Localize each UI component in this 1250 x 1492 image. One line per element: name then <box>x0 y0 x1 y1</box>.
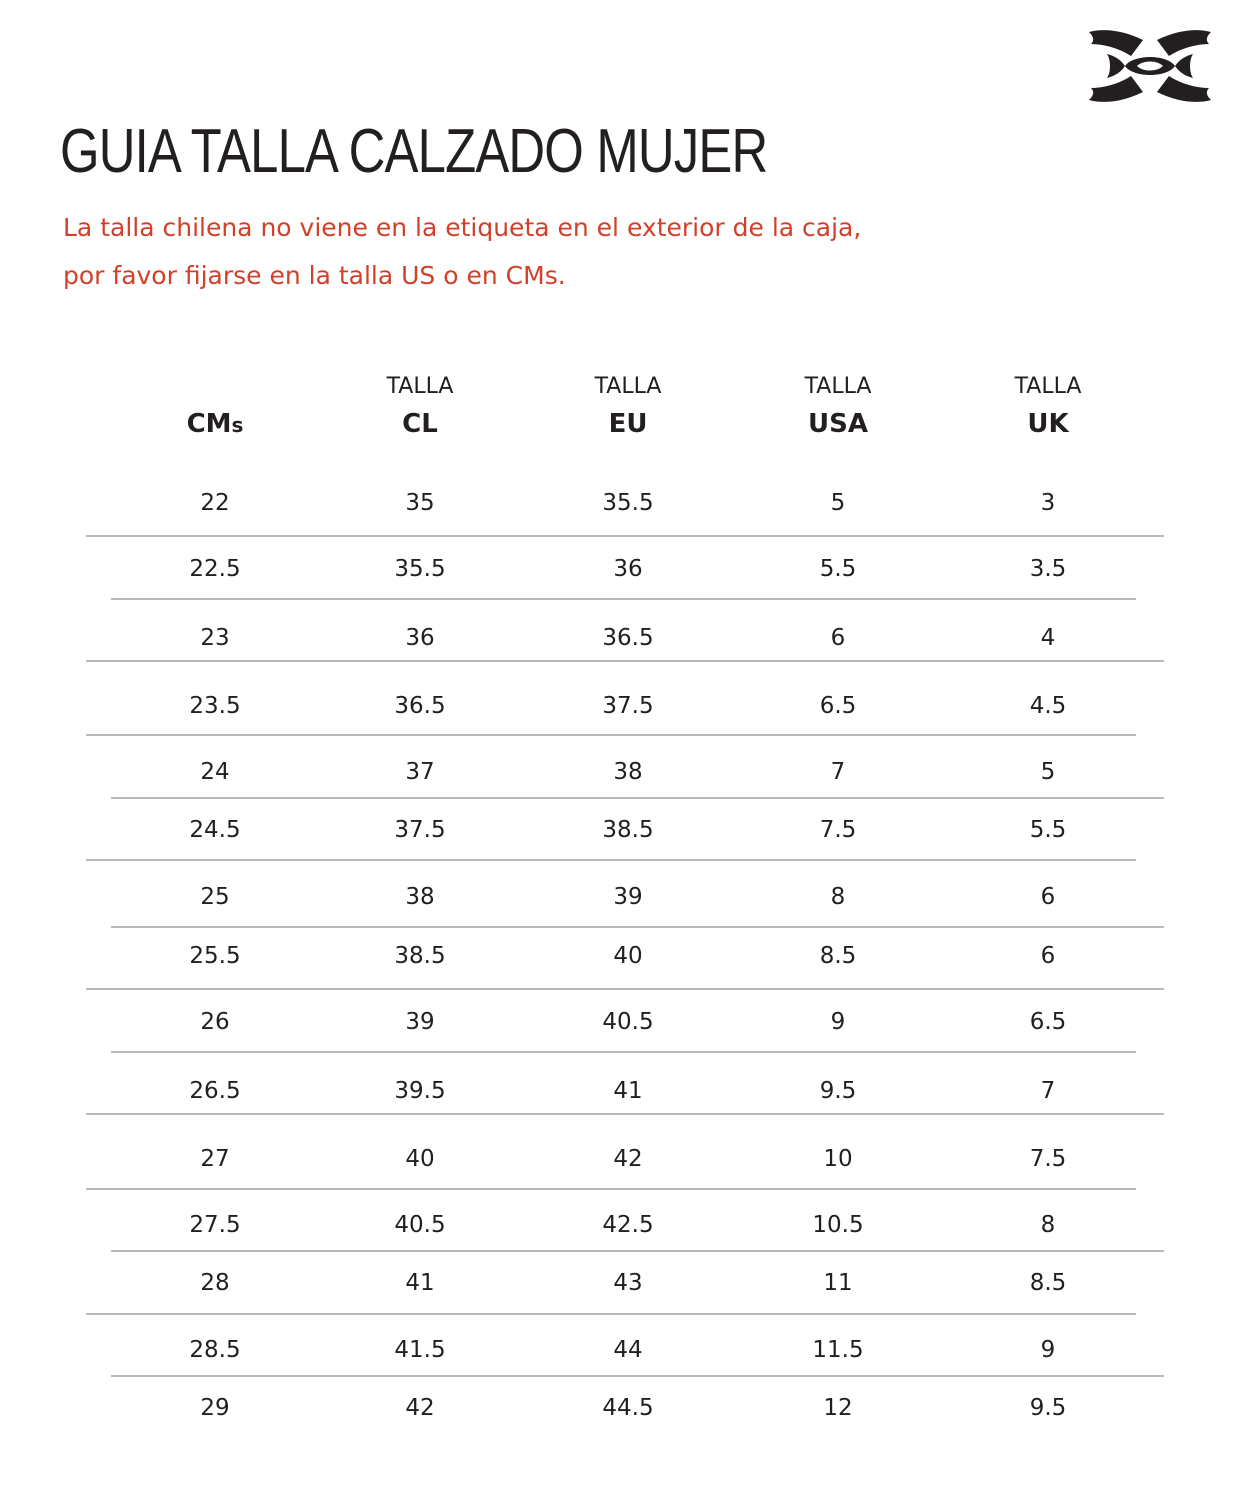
table-row <box>0 689 1250 723</box>
table-row <box>0 1391 1250 1425</box>
table-cell: 37.5 <box>602 693 654 719</box>
table-cell: 35.5 <box>602 490 654 516</box>
table-cell: 36 <box>405 625 435 651</box>
column-header-label: TALLA <box>386 374 454 399</box>
column-header-label: TALLA <box>594 374 662 399</box>
under-armour-logo-icon <box>1085 26 1215 106</box>
row-divider <box>111 1051 1136 1053</box>
table-cell: 28 <box>200 1270 230 1296</box>
table-cell: 3.5 <box>1029 556 1067 582</box>
page-title: GUIA TALLA CALZADO MUJER <box>60 117 768 186</box>
row-divider <box>86 1188 1136 1190</box>
row-divider <box>86 660 1164 662</box>
column-header <box>528 406 728 442</box>
column-header <box>115 406 315 443</box>
table-cell: 38.5 <box>602 817 654 843</box>
column-header-main: CL <box>402 409 438 439</box>
column-header-main: UK <box>1027 409 1069 439</box>
column-header-main: USA <box>808 409 868 439</box>
table-cell: 22 <box>200 490 230 516</box>
row-divider <box>111 1375 1164 1377</box>
table-cell: 26 <box>200 1009 230 1035</box>
table-row <box>0 1266 1250 1300</box>
table-cell: 6.5 <box>819 693 857 719</box>
column-header <box>948 406 1148 442</box>
row-divider <box>86 1313 1136 1315</box>
table-cell: 8.5 <box>1029 1270 1067 1296</box>
table-cell: 42 <box>405 1395 435 1421</box>
table-cell: 44 <box>613 1337 643 1363</box>
table-cell: 27 <box>200 1146 230 1172</box>
table-row <box>0 486 1250 520</box>
table-cell: 35.5 <box>394 556 446 582</box>
table-cell: 41.5 <box>394 1337 446 1363</box>
table-cell: 37 <box>405 759 435 785</box>
table-cell: 9 <box>1040 1337 1056 1363</box>
table-cell: 39.5 <box>394 1078 446 1104</box>
table-cell: 26.5 <box>189 1078 241 1104</box>
row-divider <box>86 734 1136 736</box>
row-divider <box>86 988 1164 990</box>
table-cell: 40.5 <box>602 1009 654 1035</box>
table-cell: 42.5 <box>602 1212 654 1238</box>
row-divider <box>111 1250 1164 1252</box>
row-divider <box>86 1113 1164 1115</box>
table-cell: 3 <box>1040 490 1056 516</box>
table-cell: 6 <box>1040 884 1056 910</box>
table-cell: 25.5 <box>189 943 241 969</box>
table-cell: 24.5 <box>189 817 241 843</box>
table-cell: 9 <box>830 1009 846 1035</box>
table-cell: 41 <box>613 1078 643 1104</box>
table-cell: 9.5 <box>1029 1395 1067 1421</box>
table-cell: 23 <box>200 625 230 651</box>
table-row <box>0 755 1250 789</box>
table-cell: 8 <box>830 884 846 910</box>
column-header <box>738 406 938 442</box>
table-row <box>0 1005 1250 1039</box>
table-cell: 7.5 <box>819 817 857 843</box>
row-divider <box>111 926 1164 928</box>
table-cell: 36 <box>613 556 643 582</box>
column-header <box>320 406 520 442</box>
column-header-main: EU <box>608 409 648 439</box>
table-row <box>0 1074 1250 1108</box>
table-cell: 5 <box>1040 759 1056 785</box>
table-cell: 28.5 <box>189 1337 241 1363</box>
table-cell: 40 <box>405 1146 435 1172</box>
table-cell: 11.5 <box>812 1337 864 1363</box>
table-cell: 7 <box>830 759 846 785</box>
table-cell: 36.5 <box>394 693 446 719</box>
table-cell: 7 <box>1040 1078 1056 1104</box>
column-header-suffix: s <box>231 413 244 437</box>
table-cell: 42 <box>613 1146 643 1172</box>
table-cell: 5.5 <box>1029 817 1067 843</box>
table-cell: 43 <box>613 1270 643 1296</box>
table-row <box>0 1333 1250 1367</box>
table-row <box>0 880 1250 914</box>
column-header-label: TALLA <box>804 374 872 399</box>
table-row <box>0 552 1250 586</box>
table-cell: 11 <box>823 1270 853 1296</box>
row-divider <box>86 535 1164 537</box>
table-cell: 10.5 <box>812 1212 864 1238</box>
table-row <box>0 1208 1250 1242</box>
table-cell: 35 <box>405 490 435 516</box>
table-cell: 23.5 <box>189 693 241 719</box>
table-cell: 38.5 <box>394 943 446 969</box>
table-cell: 27.5 <box>189 1212 241 1238</box>
table-row <box>0 939 1250 973</box>
table-cell: 24 <box>200 759 230 785</box>
table-cell: 38 <box>613 759 643 785</box>
table-cell: 7.5 <box>1029 1146 1067 1172</box>
table-row <box>0 621 1250 655</box>
subtitle-note <box>63 204 1063 300</box>
table-cell: 40 <box>613 943 643 969</box>
table-cell: 36.5 <box>602 625 654 651</box>
table-cell: 39 <box>405 1009 435 1035</box>
row-divider <box>111 797 1164 799</box>
table-cell: 5 <box>830 490 846 516</box>
table-cell: 4 <box>1040 625 1056 651</box>
table-cell: 8.5 <box>819 943 857 969</box>
subtitle-line-2: por favor fijarse en la talla US o en CMs. <box>63 261 566 290</box>
row-divider <box>86 859 1136 861</box>
column-header-label: TALLA <box>1014 374 1082 399</box>
table-cell: 6.5 <box>1029 1009 1067 1035</box>
table-cell: 41 <box>405 1270 435 1296</box>
table-cell: 5.5 <box>819 556 857 582</box>
table-row <box>0 813 1250 847</box>
table-cell: 6 <box>1040 943 1056 969</box>
row-divider <box>111 598 1136 600</box>
table-cell: 29 <box>200 1395 230 1421</box>
table-cell: 39 <box>613 884 643 910</box>
table-cell: 22.5 <box>189 556 241 582</box>
table-cell: 8 <box>1040 1212 1056 1238</box>
table-cell: 6 <box>830 625 846 651</box>
table-cell: 4.5 <box>1029 693 1067 719</box>
table-cell: 25 <box>200 884 230 910</box>
table-cell: 40.5 <box>394 1212 446 1238</box>
column-header-main: CM <box>186 409 232 439</box>
table-cell: 44.5 <box>602 1395 654 1421</box>
table-row <box>0 1142 1250 1176</box>
table-cell: 9.5 <box>819 1078 857 1104</box>
table-cell: 38 <box>405 884 435 910</box>
table-cell: 10 <box>823 1146 853 1172</box>
table-cell: 12 <box>823 1395 853 1421</box>
table-cell: 37.5 <box>394 817 446 843</box>
subtitle-line-1: La talla chilena no viene en la etiqueta en el exterior de la caja, <box>63 213 862 242</box>
